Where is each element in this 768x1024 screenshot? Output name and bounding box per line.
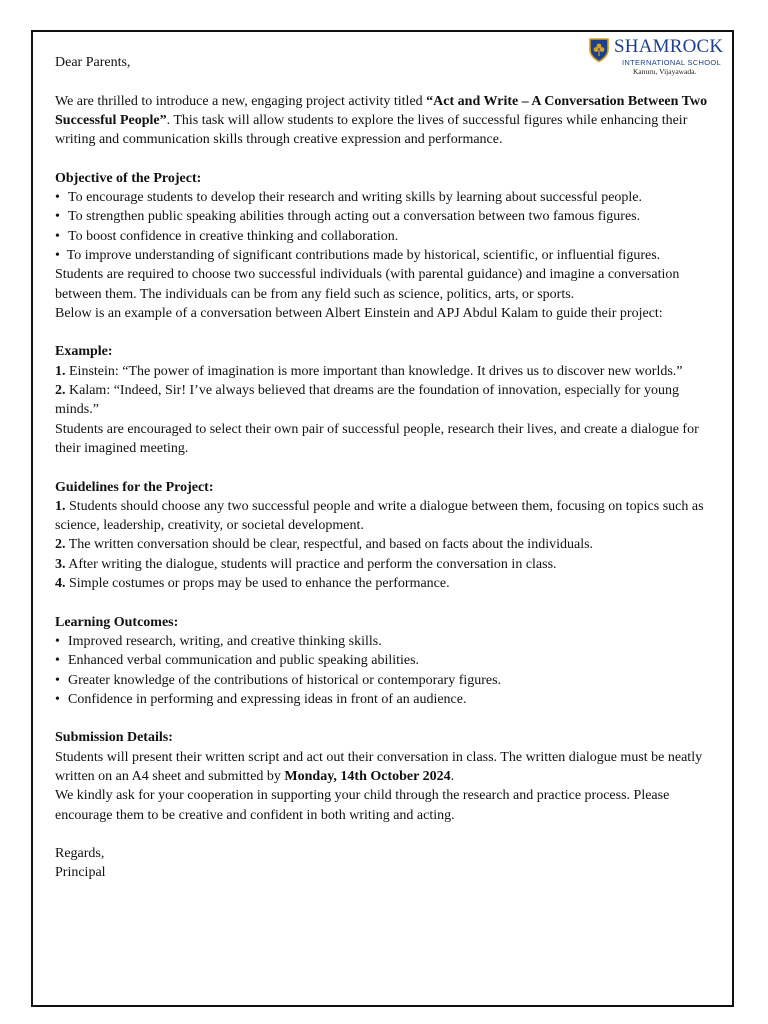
- outcome-bullet: • Enhanced verbal communication and public speaking abilities.: [55, 653, 420, 669]
- school-name: SHAMROCK: [614, 36, 724, 57]
- example-heading: Example:: [55, 344, 113, 360]
- guideline-item: 1. Students should choose any two successful people and write a dialogue between them, focusing on topics such as science, leadership, creativity, or societal development.: [55, 498, 704, 534]
- objective-bullet: • To boost confidence in creative thinking and collaboration.: [55, 228, 399, 244]
- example-item: 1. Einstein: “The power of imagination is more important than knowledge. It drives us to discover new worlds.”: [55, 363, 683, 379]
- cooperation-paragraph: We kindly ask for your cooperation in supporting your child through the research and practice process. Please encourage them to be creative and confident in both writing and acting.: [55, 788, 670, 823]
- closing-regards: Regards,: [55, 846, 105, 862]
- objective-paragraph: Below is an example of a conversation between Albert Einstein and APJ Abdul Kalam to guide their project:: [55, 305, 663, 321]
- outcome-bullet: • Greater knowledge of the contributions of historical or contemporary figures.: [55, 672, 502, 688]
- school-subtitle: INTERNATIONAL SCHOOL: [622, 58, 721, 67]
- outcomes-heading: Learning Outcomes:: [55, 614, 179, 630]
- guidelines-heading: Guidelines for the Project:: [55, 479, 214, 495]
- intro-paragraph: We are thrilled to introduce a new, engaging project activity titled “Act and Write – A Conversation Between Two Successful People”. This task will allow students to explore the lives of successful figures while enhancing their writing and communication skills through creative expression and performance.: [55, 93, 708, 148]
- example-item: 2. Kalam: “Indeed, Sir! I’ve always believed that dreams are the foundation of innovation, especially for young minds.”: [55, 383, 679, 418]
- objective-bullet: • To strengthen public speaking abilities through acting out a conversation between two famous figures.: [55, 209, 641, 225]
- objective-paragraph: Students are required to choose two successful individuals (with parental guidance) and imagine a conversation between them. The individuals can be from any field such as science, politics, arts, or sports.: [55, 267, 680, 302]
- guideline-item: 3. After writing the dialogue, students will practice and perform the conversation in class.: [55, 556, 557, 572]
- objective-bullet: • To improve understanding of significant contributions made by historical, scientific, or influential figures.: [55, 247, 661, 263]
- letter-page: [31, 30, 734, 1007]
- outcome-bullet: • Confidence in performing and expressing ideas in front of an audience.: [55, 691, 467, 707]
- outcome-bullet: • Improved research, writing, and creative thinking skills.: [55, 633, 382, 649]
- letter-body: [55, 53, 723, 883]
- project-title: “Act and Write – A Conversation Between Two Successful People”: [55, 93, 708, 128]
- guideline-item: 4. Simple costumes or props may be used to enhance the performance.: [55, 576, 450, 592]
- salutation: Dear Parents,: [55, 55, 131, 70]
- submission-paragraph: Students will present their written script and act out their conversation in class. The written dialogue must be neatly written on an A4 sheet and submitted by Monday, 14th October 2024.: [55, 749, 703, 784]
- guideline-item: 2. The written conversation should be clear, respectful, and based on facts about the individuals.: [55, 537, 594, 553]
- submission-deadline: Monday, 14th October 2024: [284, 768, 451, 784]
- closing-signer: Principal: [55, 865, 106, 881]
- objective-heading: Objective of the Project:: [55, 170, 202, 186]
- school-location: Kanuru, Vijayawada.: [633, 67, 697, 76]
- example-paragraph: Students are encouraged to select their own pair of successful people, research their lives, and create a dialogue for their imagined meeting.: [55, 421, 699, 456]
- objective-bullet: • To encourage students to develop their research and writing skills by learning about successful people.: [55, 190, 643, 206]
- submission-heading: Submission Details:: [55, 730, 173, 746]
